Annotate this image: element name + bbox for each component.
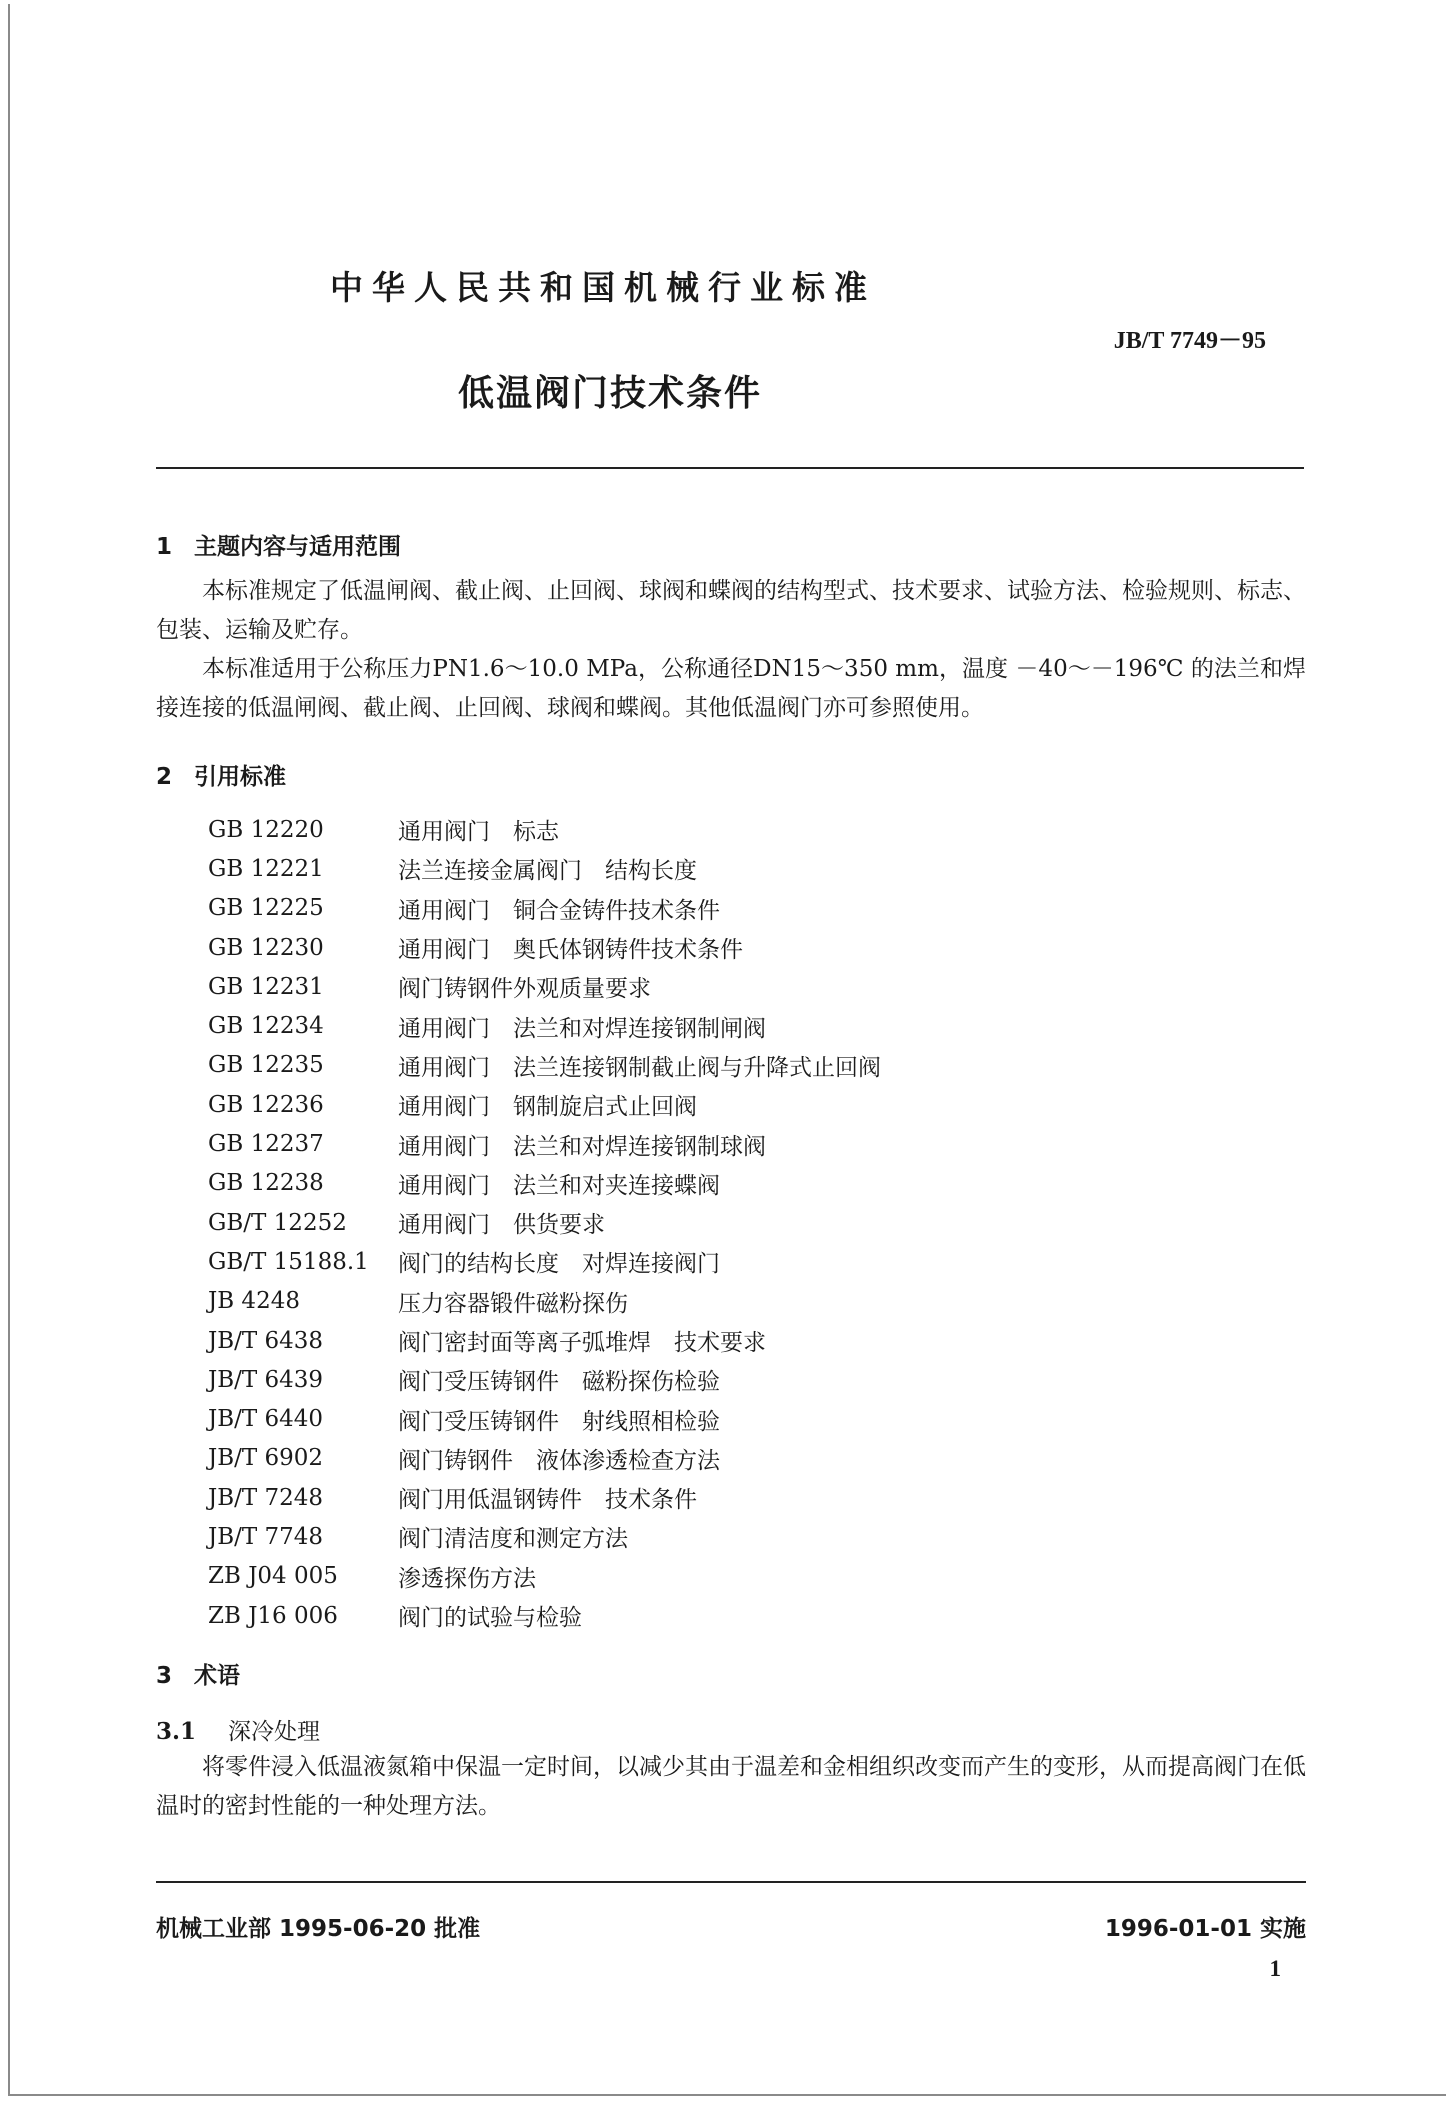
reference-code: JB/T 6439 xyxy=(208,1366,324,1393)
reference-code: JB/T 7248 xyxy=(208,1484,324,1511)
reference-title: 阀门用低温钢铸件 技术条件 xyxy=(398,1487,697,1514)
section-3-heading xyxy=(156,1657,240,1690)
reference-code: JB 4248 xyxy=(208,1288,300,1315)
reference-title: 通用阀门 法兰和对焊连接钢制闸阀 xyxy=(398,1015,766,1042)
reference-title: 通用阀门 法兰和对夹连接蝶阀 xyxy=(398,1172,720,1199)
section-title: 引用标准 xyxy=(194,764,286,790)
subsection-number: 3.1 xyxy=(156,1718,197,1745)
effective-date: 1996-01-01 实施 xyxy=(1104,1916,1306,1942)
section-number: 1 xyxy=(156,534,173,560)
reference-title: 压力容器锻件磁粉探伤 xyxy=(398,1290,628,1317)
section-3-1-paragraph: 将零件浸入低温液氮箱中保温一定时间，以减少其由于温差和金相组织改变而产生的变形，从而提高阀门在低温时的密封性能的一种处理方法。 xyxy=(156,1754,1306,1819)
reference-list xyxy=(208,810,1108,1635)
reference-item xyxy=(208,1478,1108,1517)
issuing-body: 中华人民共和国机械行业标准 xyxy=(330,268,876,307)
reference-title: 通用阀门 供货要求 xyxy=(398,1212,605,1239)
reference-item xyxy=(208,849,1108,888)
reference-item xyxy=(208,1124,1108,1163)
section-number: 2 xyxy=(156,764,173,790)
reference-title: 通用阀门 法兰和对焊连接钢制球阀 xyxy=(398,1133,766,1160)
subsection-title: 深冷处理 xyxy=(228,1719,320,1745)
page-number: 1 xyxy=(1269,1956,1281,1981)
section-title: 术语 xyxy=(194,1663,240,1689)
reference-item xyxy=(208,1085,1108,1124)
reference-code: JB/T 7748 xyxy=(208,1523,324,1550)
reference-item xyxy=(208,1360,1108,1399)
reference-code: JB/T 6440 xyxy=(208,1406,324,1433)
reference-title: 阀门的试验与检验 xyxy=(398,1605,582,1632)
reference-item xyxy=(208,1517,1108,1556)
reference-item xyxy=(208,1321,1108,1360)
section-number: 3 xyxy=(156,1663,173,1689)
reference-item xyxy=(208,889,1108,928)
reference-code: JB/T 6438 xyxy=(208,1327,324,1354)
reference-title: 渗透探伤方法 xyxy=(398,1565,536,1592)
document-title: 低温阀门技术条件 xyxy=(458,373,763,414)
approval-line: 机械工业部 1995-06-20 批准 xyxy=(156,1916,481,1942)
reference-code: GB 12225 xyxy=(208,895,324,922)
reference-code: GB 12231 xyxy=(208,973,324,1000)
reference-item xyxy=(208,1164,1108,1203)
reference-item xyxy=(208,1399,1108,1438)
reference-item xyxy=(208,1282,1108,1321)
reference-title: 通用阀门 钢制旋启式止回阀 xyxy=(398,1094,697,1121)
reference-item xyxy=(208,1006,1108,1045)
standard-code: JB/T 7749－95 xyxy=(1113,328,1266,354)
reference-title: 阀门铸钢件 液体渗透检查方法 xyxy=(398,1447,720,1474)
reference-code: GB 12221 xyxy=(208,855,324,882)
section-1-heading xyxy=(156,528,401,561)
reference-title: 阀门的结构长度 对焊连接阀门 xyxy=(398,1251,720,1278)
reference-item xyxy=(208,810,1108,849)
reference-title: 阀门铸钢件外观质量要求 xyxy=(398,976,651,1003)
reference-title: 阀门清洁度和测定方法 xyxy=(398,1526,628,1553)
reference-code: GB 12236 xyxy=(208,1091,324,1118)
reference-code: GB 12235 xyxy=(208,1052,324,1079)
reference-code: GB 12238 xyxy=(208,1170,324,1197)
section-2-heading xyxy=(156,758,286,791)
reference-title: 法兰连接金属阀门 结构长度 xyxy=(398,858,697,885)
reference-item xyxy=(208,1557,1108,1596)
reference-item xyxy=(208,967,1108,1006)
section-1-paragraph-2: 本标准适用于公称压力PN1.6～10.0 MPa，公称通径DN15～350 mm，温度 －40～－196℃ 的法兰和焊接连接的低温闸阀、截止阀、止回阀、球阀和蝶阀。其他低温阀门亦可参照使用。 xyxy=(156,656,1306,721)
reference-title: 通用阀门 铜合金铸件技术条件 xyxy=(398,897,720,924)
section-title: 主题内容与适用范围 xyxy=(194,534,401,560)
reference-code: JB/T 6902 xyxy=(208,1445,324,1472)
reference-title: 阀门密封面等离子弧堆焊 技术要求 xyxy=(398,1330,766,1356)
reference-item xyxy=(208,1046,1108,1085)
reference-code: GB 12237 xyxy=(208,1131,324,1158)
reference-title: 阀门受压铸钢件 射线照相检验 xyxy=(398,1408,720,1435)
reference-code: ZB J04 005 xyxy=(208,1563,338,1590)
reference-item xyxy=(208,1242,1108,1281)
reference-title: 通用阀门 标志 xyxy=(398,819,559,846)
reference-title: 通用阀门 法兰连接钢制截止阀与升降式止回阀 xyxy=(398,1054,881,1081)
subsection-3-1-heading xyxy=(156,1713,320,1746)
section-1-paragraph-1: 本标准规定了低温闸阀、截止阀、止回阀、球阀和蝶阀的结构型式、技术要求、试验方法、检验规则、标志、包装、运输及贮存。 xyxy=(156,578,1306,643)
reference-code: GB/T 15188.1 xyxy=(208,1248,369,1275)
reference-item xyxy=(208,928,1108,967)
footer-divider xyxy=(156,1881,1306,1883)
reference-code: GB/T 12252 xyxy=(208,1209,347,1236)
reference-item xyxy=(208,1439,1108,1478)
reference-code: GB 12230 xyxy=(208,934,324,961)
reference-code: ZB J16 006 xyxy=(208,1602,338,1629)
reference-code: GB 12234 xyxy=(208,1013,324,1040)
reference-code: GB 12220 xyxy=(208,816,324,843)
reference-title: 通用阀门 奥氏体钢铸件技术条件 xyxy=(398,937,743,964)
header-divider xyxy=(156,467,1304,469)
reference-item xyxy=(208,1203,1108,1242)
reference-title: 阀门受压铸钢件 磁粉探伤检验 xyxy=(398,1369,720,1396)
reference-item xyxy=(208,1596,1108,1635)
